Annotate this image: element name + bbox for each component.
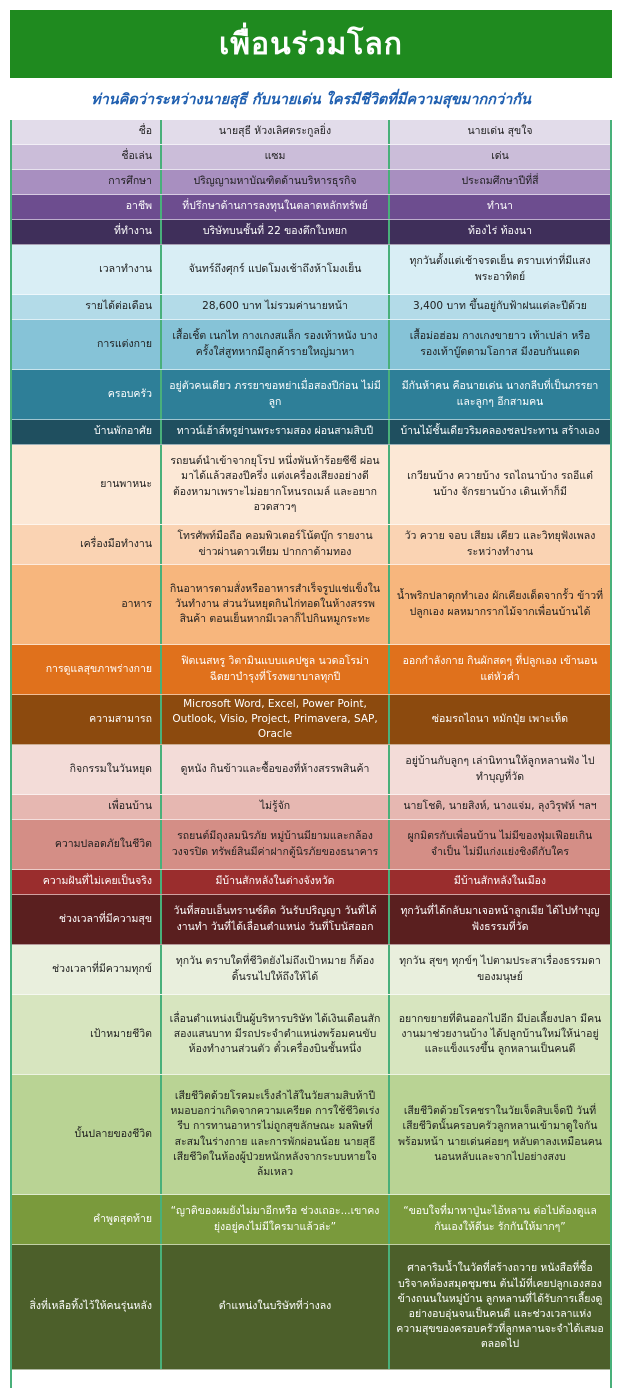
sutee-value: “ญาติของผมยังไม่มาอีกหรือ ช่วงเถอะ...เขาคงยุ่งอยู่คงไม่มีใครมาแล้วล่ะ”: [160, 1195, 388, 1244]
row-label: ครอบครัว: [107, 387, 152, 400]
den-value: ทุกวันที่ได้กลับมาเจอหน้าลูกเมีย ได้ไปทำบุญฟังธรรมที่วัด: [388, 895, 610, 944]
den-value: ผูกมิตรกับเพื่อนบ้าน ไม่มีของฟุ่มเฟือยเกินจำเป็น ไม่มีแก่งแย่งชิงดีกับใคร: [388, 820, 610, 869]
den-value: 3,400 บาท ขึ้นอยู่กับฟ้าฝนแต่ละปีด้วย: [388, 295, 610, 319]
table-row: [12, 745, 610, 795]
sutee-value: โทรศัพท์มือถือ คอมพิวเตอร์โน้ตบุ๊ก รายงานข่าวผ่านดาวเทียม ปากกาด้ามทอง: [160, 525, 388, 564]
table-row: [12, 120, 610, 145]
sutee-value: กินอาหารตามสั่งหรืออาหารสำเร็จรูปแช่แข็งในวันทำงาน ส่วนวันหยุดกินไก่ทอดในห้างสรรพสินค้า ตอนเย็นหากมีเวลาก็ไปกินหมูกระทะ: [160, 565, 388, 644]
row-label: เวลาทำงาน: [99, 262, 152, 275]
table-row: [12, 1075, 610, 1195]
row-label: ช่วงเวลาที่มีความสุข: [58, 912, 152, 925]
row-label: เป้าหมายชีวิต: [90, 1027, 152, 1040]
sutee-value: ทุกวัน ตราบใดที่ชีวิตยังไม่ถึงเป้าหมาย ก็ต้องดิ้นรนไปให้ถึงให้ได้: [160, 945, 388, 994]
table-row: [12, 195, 610, 220]
row-label: ความปลอดภัยในชีวิต: [54, 837, 152, 850]
table-row: [12, 145, 610, 170]
den-value: อยากขยายที่ดินออกไปอีก มีบ่อเลี้ยงปลา มีคนงานมาช่วยงานบ้าง ได้ปลูกบ้านใหม่ให้น่าอยู่และแข็งแรงขึ้น ลูกหลานเป็นคนดี: [388, 995, 610, 1074]
sutee-value: นายสุธี หัวงเลิศตระกูลยิ่ง: [160, 120, 388, 144]
sutee-value: Microsoft Word, Excel, Power Point, Outlook, Visio, Project, Primavera, SAP, Oracle: [160, 695, 388, 744]
den-value: บ้านไม้ชั้นเดียวริมคลองชลประทาน สร้างเอง: [388, 420, 610, 444]
page-title: เพื่อนร่วมโลก: [10, 10, 612, 78]
row-label: การศึกษา: [108, 175, 152, 188]
row-label: ชื่อเล่น: [121, 150, 152, 163]
table-row: [12, 695, 610, 745]
row-label: บั้นปลายของชีวิต: [74, 1127, 152, 1140]
row-label: ความสามารถ: [89, 712, 152, 725]
sutee-value: อยู่ตัวคนเดียว ภรรยาขอหย่าเมื่อสองปีก่อน ไม่มีลูก: [160, 370, 388, 419]
row-label: การดูแลสุขภาพร่างกาย: [45, 662, 152, 675]
table-row: [12, 295, 610, 320]
sutee-value: ดูหนัง กินข้าวและซื้อของที่ห้างสรรพสินค้า: [160, 745, 388, 794]
den-value: เกวียนบ้าง ควายบ้าง รถไถนาบ้าง รถอีแต๋นบ้าง จักรยานบ้าง เดินเท้าก็มี: [388, 445, 610, 524]
row-label: กิจกรรมในวันหยุด: [69, 762, 152, 775]
row-label: เครื่องมือทำงาน: [80, 537, 152, 550]
den-value: ทุกวัน สุขๆ ทุกข์ๆ ไปตามประสาเรื่องธรรมดาของมนุษย์: [388, 945, 610, 994]
den-value: วัว ควาย จอบ เสียม เคียว และวิทยุฟังเพลงระหว่างทำงาน: [388, 525, 610, 564]
page-subtitle: ท่านคิดว่าระหว่างนายสุธี กับนายเด่น ใครมีชีวิตที่มีความสุขมากกว่ากัน: [91, 91, 531, 108]
sutee-value: ไม่รู้จัก: [160, 795, 388, 819]
row-label: ที่ทำงาน: [114, 225, 152, 238]
den-value: น้ำพริกปลาดุกทำเอง ผักเคียงเด็ดจากรั้ว ข้าวที่ปลูกเอง ผลหมากรากไม้จากเพื่อนบ้านได้: [388, 565, 610, 644]
sutee-value: เสื้อเชิ้ต เนกไท กางเกงสแล็ก รองเท้าหนัง บางครั้งใส่สูทหากมีลูกค้ารายใหญ่มาหา: [160, 320, 388, 369]
sutee-value: ทาวน์เฮ้าส์หรูย่านพระรามสอง ผ่อนสามสิบปี: [160, 420, 388, 444]
table-row: [12, 565, 610, 645]
sutee-value: ปริญญามหาบัณฑิตด้านบริหารธุรกิจ: [160, 170, 388, 194]
den-value: ทุกวันตั้งแต่เช้าจรดเย็น ตราบเท่าที่มีแสงพระอาทิตย์: [388, 245, 610, 294]
table-row: [12, 170, 610, 195]
table-row: [12, 995, 610, 1075]
table-row: [12, 945, 610, 995]
den-value: อยู่บ้านกับลูกๆ เล่านิทานให้ลูกหลานฟัง ไปทำบุญที่วัด: [388, 745, 610, 794]
sutee-value: 28,600 บาท ไม่รวมค่านายหน้า: [160, 295, 388, 319]
table-row: [12, 820, 610, 870]
sutee-value: บริษัทบนชั้นที่ 22 ของตึกใบหยก: [160, 220, 388, 244]
sutee-value: ฟิตเนสหรู วิตามินแบบแคปซูล นวดอโรม่า ฉีดยาบำรุงที่โรงพยาบาลทุกปี: [160, 645, 388, 694]
table-row: [12, 525, 610, 565]
sutee-value: ที่ปรึกษาด้านการลงทุนในตลาดหลักทรัพย์: [160, 195, 388, 219]
sutee-value: รถยนต์มีถุงลมนิรภัย หมู่บ้านมียามและกล้องวงจรปิด ทรัพย์สินมีค่าฝากตู้นิรภัยของธนาคาร: [160, 820, 388, 869]
den-value: นายโชติ, นายสิงห์, นางแจ่ม, ลุงวิรุฬห์ ฯลฯ: [388, 795, 610, 819]
den-value: ซ่อมรถไถนา หมักปุ๋ย เพาะเห็ด: [388, 695, 610, 744]
table-row: [12, 220, 610, 245]
sutee-value: วันที่สอบเอ็นทรานซ์ติด วันรับปริญญา วันที่ได้งานทำ วันที่ได้เลื่อนตำแหน่ง วันที่โบนัสออก: [160, 895, 388, 944]
sutee-value: แซม: [160, 145, 388, 169]
sutee-value: เสียชีวิตด้วยโรคมะเร็งลำไส้ในวัยสามสิบห้าปี หมอบอกว่าเกิดจากความเครียด การใช้ชีวิตเร่งรีบ การทานอาหารไม่ถูกสุขลักษณะ มลพิษที่สะสมในร่างกาย และการพักผ่อนน้อย นายสุธีเสียชีวิตในห้องผู้ป่วยหนักหลังจากระบบหายใจล้มเหลว: [160, 1075, 388, 1194]
sutee-value: ตำแหน่งในบริษัทที่ว่างลง: [160, 1245, 388, 1369]
den-value: มีบ้านสักหลังในเมือง: [388, 870, 610, 894]
den-value: ทำนา: [388, 195, 610, 219]
den-value: มีกันห้าคน คือนายเด่น นางกลีบที่เป็นภรรยา และลูกๆ อีกสามคน: [388, 370, 610, 419]
row-label: เพื่อนบ้าน: [108, 800, 152, 813]
den-value: ท้องไร่ ท้องนา: [388, 220, 610, 244]
table-row: [12, 420, 610, 445]
den-value: เสียชีวิตด้วยโรคชราในวัยเจ็ดสิบเจ็ดปี วันที่เสียชีวิตนั้นครอบครัวลูกหลานเข้ามาดูใจกันพร้อมหน้า นายเด่นค่อยๆ หลับตาลงเหมือนคนนอนหลับและจากไปอย่างสงบ: [388, 1075, 610, 1194]
table-row: [12, 245, 610, 295]
table-row: [12, 1195, 610, 1245]
den-value: นายเด่น สุขใจ: [388, 120, 610, 144]
den-value: ออกกำลังกาย กินผักสดๆ ที่ปลูกเอง เข้านอนแต่หัวค่ำ: [388, 645, 610, 694]
sutee-value: มีบ้านสักหลังในต่างจังหวัด: [160, 870, 388, 894]
table-row: [12, 445, 610, 525]
row-label: ความฝันที่ไม่เคยเป็นจริง: [42, 875, 152, 888]
row-label: การแต่งกาย: [96, 337, 152, 350]
sutee-value: เลื่อนตำแหน่งเป็นผู้บริหารบริษัท ได้เงินเดือนสักสองแสนบาท มีรถประจำตำแหน่งพร้อมคนขับ ห้องทำงานส่วนตัว ตั๋วเครื่องบินชั้นหนึ่ง: [160, 995, 388, 1074]
comparison-table: [10, 120, 612, 1388]
row-label: ช่วงเวลาที่มีความทุกข์: [51, 962, 152, 975]
table-row: [12, 320, 610, 370]
sutee-value: จันทร์ถึงศุกร์ แปดโมงเช้าถึงห้าโมงเย็น: [160, 245, 388, 294]
den-value: “ขอบใจที่มาหาปู่นะไอ้หลาน ต่อไปต้องดูแลกันเองให้ดีนะ รักกันให้มากๆ”: [388, 1195, 610, 1244]
den-value: เสื้อม่อฮ่อม กางเกงขายาว เท้าเปล่า หรือรองเท้าบู๊ตตามโอกาส มีงอบกันแดด: [388, 320, 610, 369]
table-row: [12, 370, 610, 420]
table-row: [12, 645, 610, 695]
row-label: อาหาร: [121, 597, 152, 610]
row-label: รายได้ต่อเดือน: [85, 300, 152, 313]
table-row: [12, 895, 610, 945]
table-row: [12, 1245, 610, 1370]
sutee-value: รถยนต์นำเข้าจากยุโรป หนึ่งพันห้าร้อยซีซี ผ่อนมาได้แล้วสองปีครึ่ง แต่งเครื่องเสียงอย่างดี ต้องหามาเพราะไม่อยากโหนรถเมล์ และอยากอวดสาวๆ: [160, 445, 388, 524]
den-value: ประถมศึกษาปีที่สี่: [388, 170, 610, 194]
row-label: สิ่งที่เหลือทิ้งไว้ให้คนรุ่นหลัง: [29, 1300, 152, 1313]
row-label: คำพูดสุดท้าย: [93, 1212, 152, 1225]
row-label: ชื่อ: [138, 125, 152, 138]
row-label: บ้านพักอาศัย: [93, 425, 152, 438]
den-value: ศาลาริมน้ำในวัดที่สร้างถวาย หนังสือที่ซื้อบริจาคห้องสมุดชุมชน ต้นไม้ที่เคยปลูกเองสองข้างถนนในหมู่บ้าน ลูกหลานที่ได้รับการเลี้ยงดูอย่างอบอุ่นจนเป็นคนดี และช่วงเวลาแห่งความสุขของครอบครัวที่ลูกหลานจะจำได้เสมอตลอดไป: [388, 1245, 610, 1369]
table-row: [12, 870, 610, 895]
den-value: เด่น: [388, 145, 610, 169]
row-label: ยานพาหนะ: [100, 477, 152, 490]
table-row: [12, 795, 610, 820]
row-label: อาชีพ: [125, 200, 152, 213]
